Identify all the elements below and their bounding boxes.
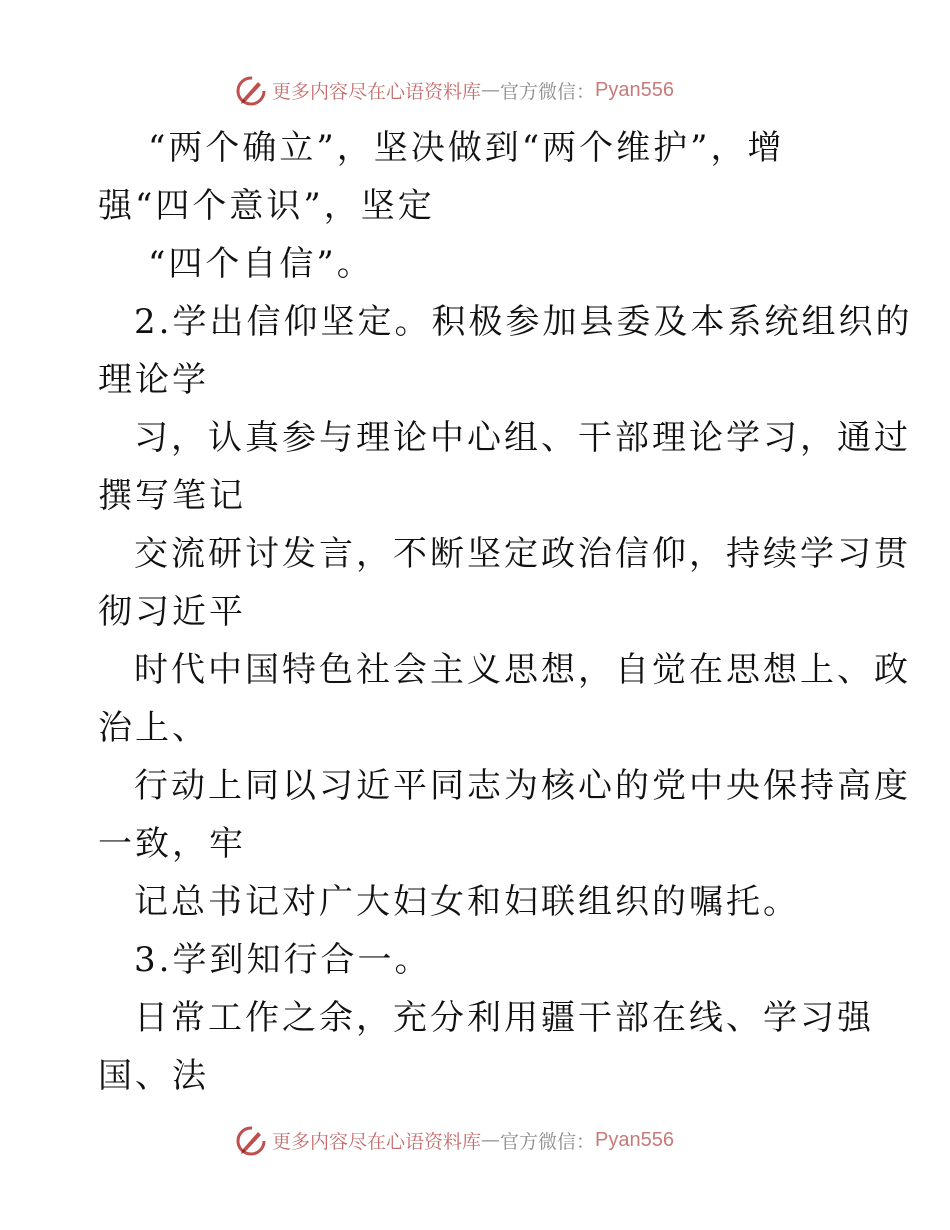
- pen-swirl-logo-icon: [234, 1123, 268, 1157]
- text-line: “四个自信”。: [148, 244, 374, 284]
- text-line: 彻习近平: [98, 592, 246, 632]
- text-line: 一致，牢: [98, 824, 246, 864]
- text-line: 2.学出信仰坚定。积极参加县委及本系统组织的: [134, 302, 913, 342]
- watermark-brand-text: 更多内容尽在心语资料库: [272, 80, 482, 103]
- watermark-separator: —: [481, 1129, 501, 1151]
- watermark-wechat-id: Pyan556: [595, 1128, 674, 1151]
- watermark-brand-text: 更多内容尽在心语资料库: [272, 1130, 482, 1153]
- watermark-separator: —: [481, 79, 501, 101]
- text-line: 记总书记对广大妇女和妇联组织的嘱托。: [134, 882, 800, 922]
- text-line: “两个确立”，坚决做到“两个维护”，增: [148, 128, 785, 168]
- text-line: 理论学: [98, 360, 209, 400]
- text-line: 强“四个意识”，坚定: [98, 186, 435, 226]
- text-line: 习，认真参与理论中心组、干部理论学习，通过: [134, 418, 911, 458]
- watermark-wechat-id: Pyan556: [595, 78, 674, 101]
- text-line: 行动上同以习近平同志为核心的党中央保持高度: [134, 766, 911, 806]
- footer-watermark: [234, 1122, 674, 1158]
- pen-swirl-logo-icon: [234, 73, 268, 107]
- text-line: 日常工作之余，充分利用疆干部在线、学习强: [134, 998, 874, 1038]
- text-line: 撰写笔记: [98, 476, 246, 516]
- text-line: 3.学到知行合一。: [134, 940, 432, 980]
- watermark-contact-label: 官方微信：: [500, 1130, 596, 1153]
- text-line: 治上、: [98, 708, 209, 748]
- text-line: 时代中国特色社会主义思想，自觉在思想上、政: [134, 650, 911, 690]
- watermark-contact-label: 官方微信：: [500, 80, 596, 103]
- text-line: 国、法: [98, 1056, 209, 1096]
- header-watermark: [234, 72, 674, 108]
- text-line: 交流研讨发言，不断坚定政治信仰，持续学习贯: [134, 534, 911, 574]
